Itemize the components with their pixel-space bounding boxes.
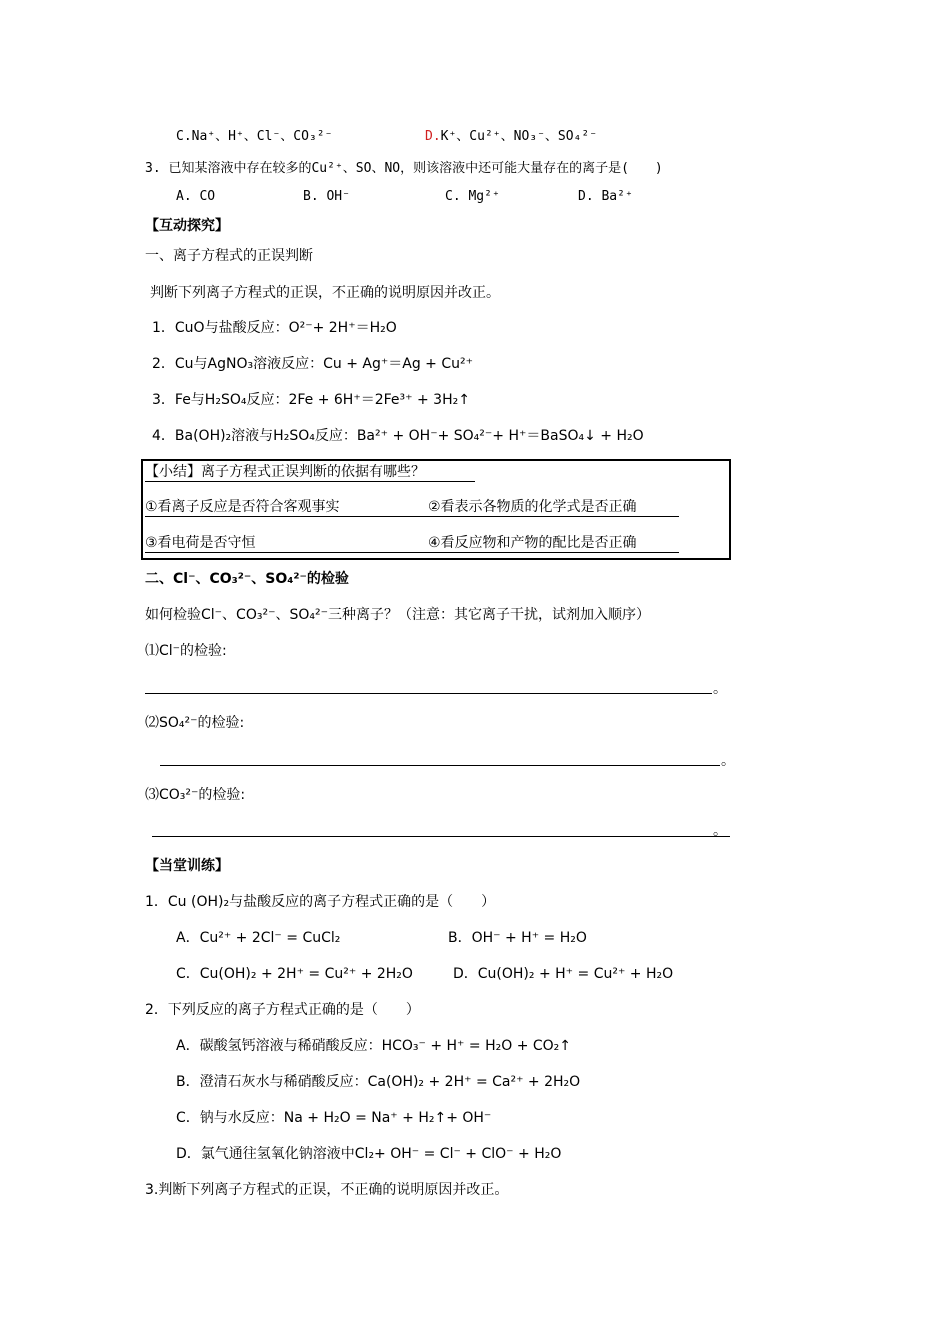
q3-option-d: D. Ba²⁺	[578, 189, 633, 204]
practice-2-option-b: B．澄清石灰水与稀硝酸反应：Ca(OH)₂ + 2H⁺ = Ca²⁺ + 2H₂O	[176, 1074, 581, 1090]
part2-intro: 如何检验Cl⁻、CO₃²⁻、SO₄²⁻三种离子？（注意：其它离子干扰，试剂加入顺序）	[145, 607, 650, 623]
q3-option-c: C. Mg²⁺	[445, 189, 500, 204]
practice-1-stem: 1．Cu (OH)₂与盐酸反应的离子方程式正确的是（ ）	[145, 894, 496, 910]
practice-2-option-d: D．氯气通往氢氧化钠溶液中Cl₂+ OH⁻ = Cl⁻ + ClO⁻ + H₂O	[176, 1146, 562, 1162]
answer-line-so4	[160, 765, 720, 766]
q2-option-d-letter: D.	[425, 129, 441, 144]
practice-1-option-c: C．Cu(OH)₂ + 2H⁺ = Cu²⁺ + 2H₂O	[176, 966, 413, 982]
part2-title: 二、Cl⁻、CO₃²⁻、SO₄²⁻的检验	[145, 571, 349, 587]
summary-title: 【小结】离子方程式正误判断的依据有哪些？	[145, 463, 475, 482]
part1-item-2: 2．Cu与AgNO₃溶液反应：Cu + Ag⁺＝Ag + Cu²⁺	[152, 356, 474, 372]
practice-1-option-b: B．OH⁻ + H⁺ = H₂O	[448, 930, 587, 946]
practice-1-option-a: A．Cu²⁺ + 2Cl⁻ = CuCl₂	[176, 930, 341, 946]
part2-item-co3: ⑶CO₃²⁻的检验:	[145, 787, 246, 803]
q2-option-d	[425, 128, 597, 146]
period-1: 。	[713, 681, 727, 697]
period-2: 。	[721, 753, 735, 769]
section-practice-heading: 【当堂训练】	[145, 858, 229, 874]
part1-item-3: 3．Fe与H₂SO₄反应：2Fe + 6H⁺＝2Fe³⁺ + 3H₂↑	[152, 392, 470, 408]
q3-option-b: B. OH⁻	[303, 189, 350, 204]
part1-title: 一、离子方程式的正误判断	[145, 248, 313, 264]
summary-point-1: ①看离子反应是否符合客观事实	[145, 498, 428, 517]
q3-stem: 3. 已知某溶液中存在较多的Cu²⁺、SO、NO，则该溶液中还可能大量存在的离子是( )	[145, 161, 663, 176]
answer-line-co3	[152, 836, 730, 837]
summary-point-2: ②看表示各物质的化学式是否正确	[428, 498, 679, 517]
part1-item-1: 1．CuO与盐酸反应：O²⁻+ 2H⁺＝H₂O	[152, 320, 397, 336]
summary-point-4: ④看反应物和产物的配比是否正确	[428, 534, 679, 553]
practice-3-stem: 3.判断下列离子方程式的正误，不正确的说明原因并改正。	[145, 1182, 509, 1198]
part2-item-so4: ⑵SO₄²⁻的检验:	[145, 715, 245, 731]
part1-item-4: 4．Ba(OH)₂溶液与H₂SO₄反应：Ba²⁺ + OH⁻+ SO₄²⁻+ H⁺＝BaSO₄↓ + H₂O	[152, 428, 644, 444]
part1-intro: 判断下列离子方程式的正误，不正确的说明原因并改正。	[150, 285, 500, 301]
practice-2-option-a: A．碳酸氢钙溶液与稀硝酸反应：HCO₃⁻ + H⁺ = H₂O + CO₂↑	[176, 1038, 572, 1054]
section-interactive-heading: 【互动探究】	[145, 218, 229, 234]
answer-line-cl	[145, 693, 712, 694]
q2-option-d-text: K⁺、Cu²⁺、NO₃⁻、SO₄²⁻	[440, 129, 598, 144]
period-3: 。	[713, 823, 727, 839]
summary-point-3: ③看电荷是否守恒	[145, 534, 428, 553]
practice-2-stem: 2．下列反应的离子方程式正确的是（ ）	[145, 1002, 420, 1018]
q3-option-a: A. CO	[176, 189, 216, 204]
q2-option-c: C.Na⁺、H⁺、Cl⁻、CO₃²⁻	[176, 129, 333, 144]
practice-1-option-d: D．Cu(OH)₂ + H⁺ = Cu²⁺ + H₂O	[453, 966, 674, 982]
part2-item-cl: ⑴Cl⁻的检验:	[145, 643, 227, 659]
practice-2-option-c: C．钠与水反应：Na + H₂O = Na⁺ + H₂↑+ OH⁻	[176, 1110, 492, 1126]
